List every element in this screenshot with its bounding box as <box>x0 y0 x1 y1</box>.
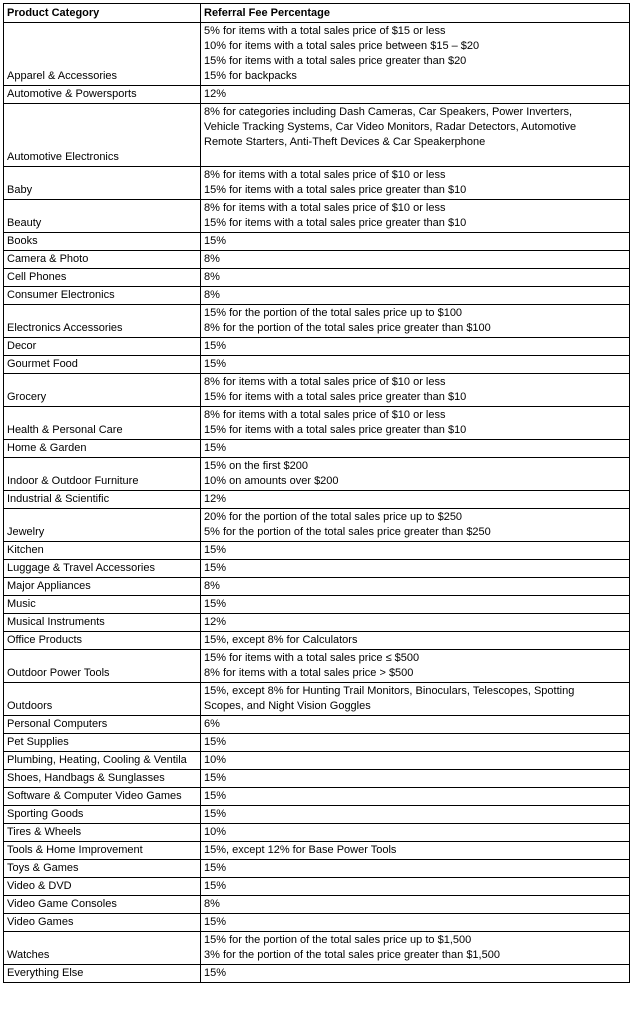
table-row <box>4 233 630 251</box>
fee-line: 8% for items with a total sales price > $500 <box>204 667 414 679</box>
category-cell: Automotive & Powersports <box>4 86 201 104</box>
table-row <box>4 287 630 305</box>
table-row <box>4 167 630 200</box>
fee-cell <box>201 878 630 896</box>
table-row <box>4 440 630 458</box>
category-cell: Musical Instruments <box>4 614 201 632</box>
table-row <box>4 614 630 632</box>
fee-cell <box>201 509 630 542</box>
fee-cell <box>201 560 630 578</box>
fee-cell <box>201 632 630 650</box>
category-cell: Jewelry <box>4 509 201 542</box>
category-cell: Office Products <box>4 632 201 650</box>
fee-cell <box>201 233 630 251</box>
fee-line: 15% <box>204 598 227 610</box>
fee-line: 5% for the portion of the total sales price greater than $250 <box>204 526 491 538</box>
fee-line: 15%, except 8% for Hunting Trail Monitors, Binoculars, Telescopes, Spotting <box>204 685 575 697</box>
table-row <box>4 578 630 596</box>
table-row <box>4 752 630 770</box>
category-cell: Plumbing, Heating, Cooling & Ventila <box>4 752 201 770</box>
table-row <box>4 200 630 233</box>
fee-line: 8% <box>204 289 220 301</box>
fee-line: 15% for the portion of the total sales price up to $100 <box>204 307 463 319</box>
category-cell: Books <box>4 233 201 251</box>
fee-line: 15% for items with a total sales price greater than $10 <box>204 217 467 229</box>
fee-cell <box>201 650 630 683</box>
table-row <box>4 491 630 509</box>
category-cell: Electronics Accessories <box>4 305 201 338</box>
fee-cell <box>201 356 630 374</box>
fee-cell <box>201 491 630 509</box>
category-cell: Automotive Electronics <box>4 104 201 167</box>
table-row <box>4 560 630 578</box>
table-row <box>4 650 630 683</box>
table-row <box>4 965 630 983</box>
category-cell: Music <box>4 596 201 614</box>
fee-line: 15% <box>204 808 227 820</box>
category-cell: Indoor & Outdoor Furniture <box>4 458 201 491</box>
table-row <box>4 338 630 356</box>
table-row <box>4 896 630 914</box>
category-cell: Camera & Photo <box>4 251 201 269</box>
fee-line: 15% <box>204 967 227 979</box>
category-cell: Grocery <box>4 374 201 407</box>
table-row <box>4 788 630 806</box>
table-row <box>4 356 630 374</box>
fee-cell <box>201 440 630 458</box>
fee-line: 15% for items with a total sales price greater than $10 <box>204 424 467 436</box>
table-row <box>4 374 630 407</box>
fee-line: 5% for items with a total sales price of $15 or less <box>204 25 446 37</box>
table-row <box>4 104 630 167</box>
category-cell: Kitchen <box>4 542 201 560</box>
table-row <box>4 542 630 560</box>
fee-line: 8% for items with a total sales price of $10 or less <box>204 202 446 214</box>
fee-line: 8% for items with a total sales price of $10 or less <box>204 169 446 181</box>
table-row <box>4 269 630 287</box>
fee-line: 8% <box>204 580 220 592</box>
fee-line: 15% for the portion of the total sales price up to $1,500 <box>204 934 472 946</box>
table-row <box>4 860 630 878</box>
fee-cell <box>201 305 630 338</box>
fee-cell <box>201 896 630 914</box>
fee-cell <box>201 167 630 200</box>
fee-cell <box>201 542 630 560</box>
category-cell: Everything Else <box>4 965 201 983</box>
category-cell: Gourmet Food <box>4 356 201 374</box>
fee-line: 15%, except 8% for Calculators <box>204 634 358 646</box>
table-row <box>4 770 630 788</box>
category-cell: Baby <box>4 167 201 200</box>
category-cell: Beauty <box>4 200 201 233</box>
table-row <box>4 632 630 650</box>
fee-cell <box>201 269 630 287</box>
fee-cell <box>201 287 630 305</box>
fee-line: 15% for items with a total sales price greater than $10 <box>204 184 467 196</box>
category-cell: Sporting Goods <box>4 806 201 824</box>
fee-cell <box>201 200 630 233</box>
fee-line: 15% <box>204 358 227 370</box>
table-row <box>4 86 630 104</box>
fee-line: 15% for items with a total sales price greater than $20 <box>204 55 467 67</box>
category-cell: Apparel & Accessories <box>4 23 201 86</box>
fee-cell <box>201 824 630 842</box>
fee-line: 15% <box>204 790 227 802</box>
fee-line: 8% <box>204 898 220 910</box>
fee-line: 8% <box>204 253 220 265</box>
fee-cell <box>201 23 630 86</box>
fee-line: 8% for categories including Dash Cameras, Car Speakers, Power Inverters, <box>204 106 573 118</box>
fee-cell <box>201 806 630 824</box>
category-cell: Outdoors <box>4 683 201 716</box>
category-cell: Home & Garden <box>4 440 201 458</box>
header-product-category: Product Category <box>4 4 201 23</box>
category-cell: Decor <box>4 338 201 356</box>
referral-fee-table <box>3 3 630 983</box>
table-row <box>4 683 630 716</box>
category-cell: Outdoor Power Tools <box>4 650 201 683</box>
table-row <box>4 716 630 734</box>
category-cell: Watches <box>4 932 201 965</box>
fee-line: 15% for items with a total sales price greater than $10 <box>204 391 467 403</box>
fee-cell <box>201 104 630 167</box>
fee-line: 15% <box>204 235 227 247</box>
table-row <box>4 458 630 491</box>
fee-line: 15% <box>204 916 227 928</box>
category-cell: Consumer Electronics <box>4 287 201 305</box>
category-cell: Industrial & Scientific <box>4 491 201 509</box>
fee-line: 15% <box>204 340 227 352</box>
fee-line: 15% <box>204 880 227 892</box>
table-row <box>4 509 630 542</box>
fee-cell <box>201 614 630 632</box>
category-cell: Luggage & Travel Accessories <box>4 560 201 578</box>
fee-cell <box>201 407 630 440</box>
category-cell: Video Game Consoles <box>4 896 201 914</box>
header-row <box>4 4 630 23</box>
table-row <box>4 305 630 338</box>
fee-cell <box>201 251 630 269</box>
fee-cell <box>201 578 630 596</box>
fee-cell <box>201 788 630 806</box>
category-cell: Major Appliances <box>4 578 201 596</box>
fee-line: 15% <box>204 736 227 748</box>
table-row <box>4 878 630 896</box>
category-cell: Pet Supplies <box>4 734 201 752</box>
table-row <box>4 824 630 842</box>
table-row <box>4 407 630 440</box>
fee-line: 3% for the portion of the total sales price greater than $1,500 <box>204 949 500 961</box>
fee-line: 15% <box>204 544 227 556</box>
category-cell: Shoes, Handbags & Sunglasses <box>4 770 201 788</box>
category-cell: Cell Phones <box>4 269 201 287</box>
fee-line: 8% for items with a total sales price of $10 or less <box>204 376 446 388</box>
table-row <box>4 23 630 86</box>
fee-cell <box>201 842 630 860</box>
fee-line: 15% for items with a total sales price ≤ $500 <box>204 652 420 664</box>
fee-line: 8% for items with a total sales price of $10 or less <box>204 409 446 421</box>
table-row <box>4 596 630 614</box>
fee-line: Scopes, and Night Vision Goggles <box>204 700 371 712</box>
header-referral-fee-percentage: Referral Fee Percentage <box>201 4 630 23</box>
fee-line: 15% <box>204 562 227 574</box>
category-cell: Health & Personal Care <box>4 407 201 440</box>
table-body <box>4 23 630 983</box>
fee-line: 15% on the first $200 <box>204 460 308 472</box>
fee-line: 15%, except 12% for Base Power Tools <box>204 844 397 856</box>
category-cell: Tires & Wheels <box>4 824 201 842</box>
category-cell: Video & DVD <box>4 878 201 896</box>
fee-cell <box>201 86 630 104</box>
fee-cell <box>201 596 630 614</box>
category-cell: Video Games <box>4 914 201 932</box>
fee-line: 6% <box>204 718 220 730</box>
fee-cell <box>201 770 630 788</box>
fee-line: 15% <box>204 442 227 454</box>
fee-cell <box>201 860 630 878</box>
fee-line: 10% for items with a total sales price between $15 – $20 <box>204 40 480 52</box>
table-row <box>4 932 630 965</box>
fee-line: 10% <box>204 754 227 766</box>
fee-line: 15% <box>204 862 227 874</box>
fee-line: 15% for backpacks <box>204 70 297 82</box>
fee-line <box>204 150 627 165</box>
fee-cell <box>201 914 630 932</box>
table-row <box>4 842 630 860</box>
fee-line: 10% on amounts over $200 <box>204 475 339 487</box>
category-cell: Software & Computer Video Games <box>4 788 201 806</box>
fee-line: Remote Starters, Anti-Theft Devices & Car Speakerphone <box>204 136 486 148</box>
fee-line: 12% <box>204 493 227 505</box>
fee-cell <box>201 965 630 983</box>
category-cell: Toys & Games <box>4 860 201 878</box>
fee-cell <box>201 716 630 734</box>
table-row <box>4 251 630 269</box>
fee-cell <box>201 338 630 356</box>
fee-line: 8% for the portion of the total sales price greater than $100 <box>204 322 491 334</box>
fee-cell <box>201 683 630 716</box>
category-cell: Tools & Home Improvement <box>4 842 201 860</box>
table-row <box>4 914 630 932</box>
fee-line: 10% <box>204 826 227 838</box>
fee-line: 8% <box>204 271 220 283</box>
fee-line: 12% <box>204 88 227 100</box>
table-row <box>4 806 630 824</box>
fee-cell <box>201 932 630 965</box>
fee-line: 12% <box>204 616 227 628</box>
fee-cell <box>201 752 630 770</box>
fee-line: 20% for the portion of the total sales price up to $250 <box>204 511 463 523</box>
fee-cell <box>201 374 630 407</box>
fee-line: 15% <box>204 772 227 784</box>
fee-cell <box>201 734 630 752</box>
fee-cell <box>201 458 630 491</box>
category-cell: Personal Computers <box>4 716 201 734</box>
fee-line: Vehicle Tracking Systems, Car Video Monitors, Radar Detectors, Automotive <box>204 121 577 133</box>
table-row <box>4 734 630 752</box>
